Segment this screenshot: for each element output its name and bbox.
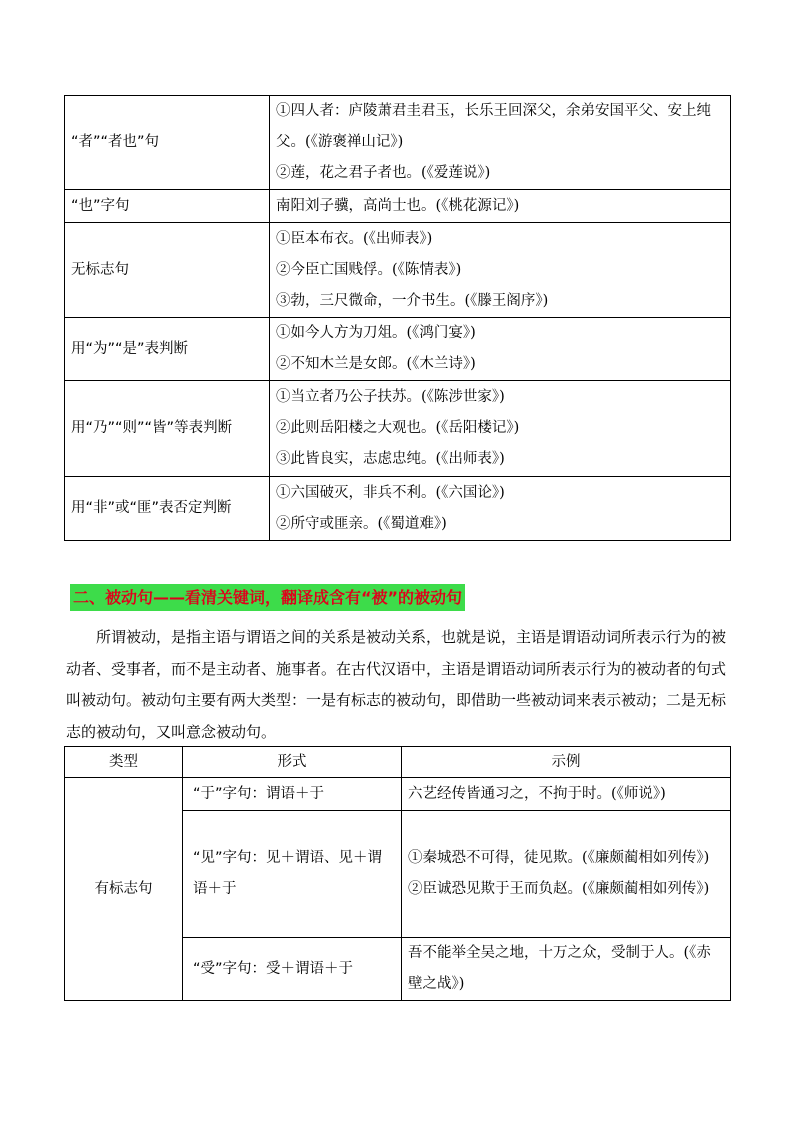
- example-cell: [402, 811, 731, 938]
- judgment-sentence-table: [64, 95, 731, 541]
- example-cell: [270, 381, 731, 477]
- example-text: ②所守或匪亲。(《蜀道难》): [276, 515, 447, 532]
- column-header: 类型: [65, 747, 183, 778]
- example-cell: [270, 223, 731, 318]
- example-text: 六艺经传皆通习之，不拘于时。(《师说》): [408, 785, 666, 802]
- example-text: ①四人者：庐陵萧君圭君玉，长乐王回深父，余弟安国平父、安上纯父。(《游褒禅山记》): [276, 103, 711, 150]
- example-text: 吾不能举全吴之地，十万之众，受制于人。(《赤壁之战》): [408, 945, 711, 992]
- passive-sentence-table: [64, 746, 731, 1001]
- sentence-type: 用“非”或“匪”表否定判断: [65, 477, 270, 541]
- sentence-type: 用“为”“是”表判断: [65, 318, 270, 381]
- example-text: ②臣诚恐见欺于王而负赵。(《廉颇蔺相如列传》): [408, 881, 710, 897]
- example-cell: [402, 938, 731, 1001]
- example-text: ①臣本布衣。(《出师表》): [276, 230, 433, 247]
- table-row: [65, 381, 731, 477]
- table-row: [65, 223, 731, 318]
- table-row: [65, 778, 731, 811]
- example-text: ②此则岳阳楼之大观也。(《岳阳楼记》): [276, 420, 520, 436]
- sentence-type: 无标志句: [65, 223, 270, 318]
- example-cell: [270, 190, 731, 223]
- example-cell: [402, 778, 731, 811]
- column-header: 示例: [402, 747, 731, 778]
- section-heading: 二、被动句——看清关键词，翻译成含有“被”的被动句: [70, 584, 465, 611]
- sentence-form: “见”字句：见＋谓语、见＋谓语＋于: [183, 811, 402, 938]
- sentence-type: “也”字句: [65, 190, 270, 223]
- example-text: 南阳刘子骥，高尚士也。(《桃花源记》): [276, 197, 520, 214]
- sentence-form: “于”字句：谓语＋于: [183, 778, 402, 811]
- example-text: ①六国破灭，非兵不利。(《六国论》): [276, 484, 505, 501]
- column-header: 形式: [183, 747, 402, 778]
- table-header-row: [65, 747, 731, 778]
- example-text: ③勃，三尺微命，一介书生。(《滕王阁序》): [276, 292, 549, 309]
- example-cell: [270, 318, 731, 381]
- sentence-type: 有标志句: [65, 778, 183, 1001]
- table-row: [65, 96, 731, 190]
- section-paragraph: 所谓被动，是指主语与谓语之间的关系是被动关系，也就是说，主语是谓语动词所表示行为的被动者、受事者，而不是主动者、施事者。在古代汉语中，主语是谓语动词所表示行为的被动者的句式叫被动句。被动句主要有两大类型：一是有标志的被动句，即借助一些被动词来表示被动；二是无标志的被动句，又叫意念被动句。: [66, 628, 727, 741]
- example-text: ①如今人方为刀俎。(《鸿门宴》): [276, 325, 476, 341]
- example-text: ①当立者乃公子扶苏。(《陈涉世家》): [276, 389, 505, 405]
- example-cell: [270, 96, 731, 190]
- example-text: ②今臣亡国贱俘。(《陈情表》): [276, 261, 462, 278]
- sentence-type: “者”“者也”句: [65, 96, 270, 190]
- example-text: ②莲，花之君子者也。(《爱莲说》): [276, 165, 491, 181]
- example-text: ③此皆良实，志虑忠纯。(《出师表》): [276, 451, 505, 467]
- sentence-type: 用“乃”“则”“皆”等表判断: [65, 381, 270, 477]
- example-cell: [270, 477, 731, 541]
- table-row: [65, 190, 731, 223]
- example-text: ②不知木兰是女郎。(《木兰诗》): [276, 356, 476, 372]
- example-text: ①秦城恐不可得，徒见欺。(《廉颇蔺相如列传》): [408, 850, 710, 866]
- table-row: [65, 318, 731, 381]
- sentence-form: “受”字句：受＋谓语＋于: [183, 938, 402, 1001]
- table-row: [65, 477, 731, 541]
